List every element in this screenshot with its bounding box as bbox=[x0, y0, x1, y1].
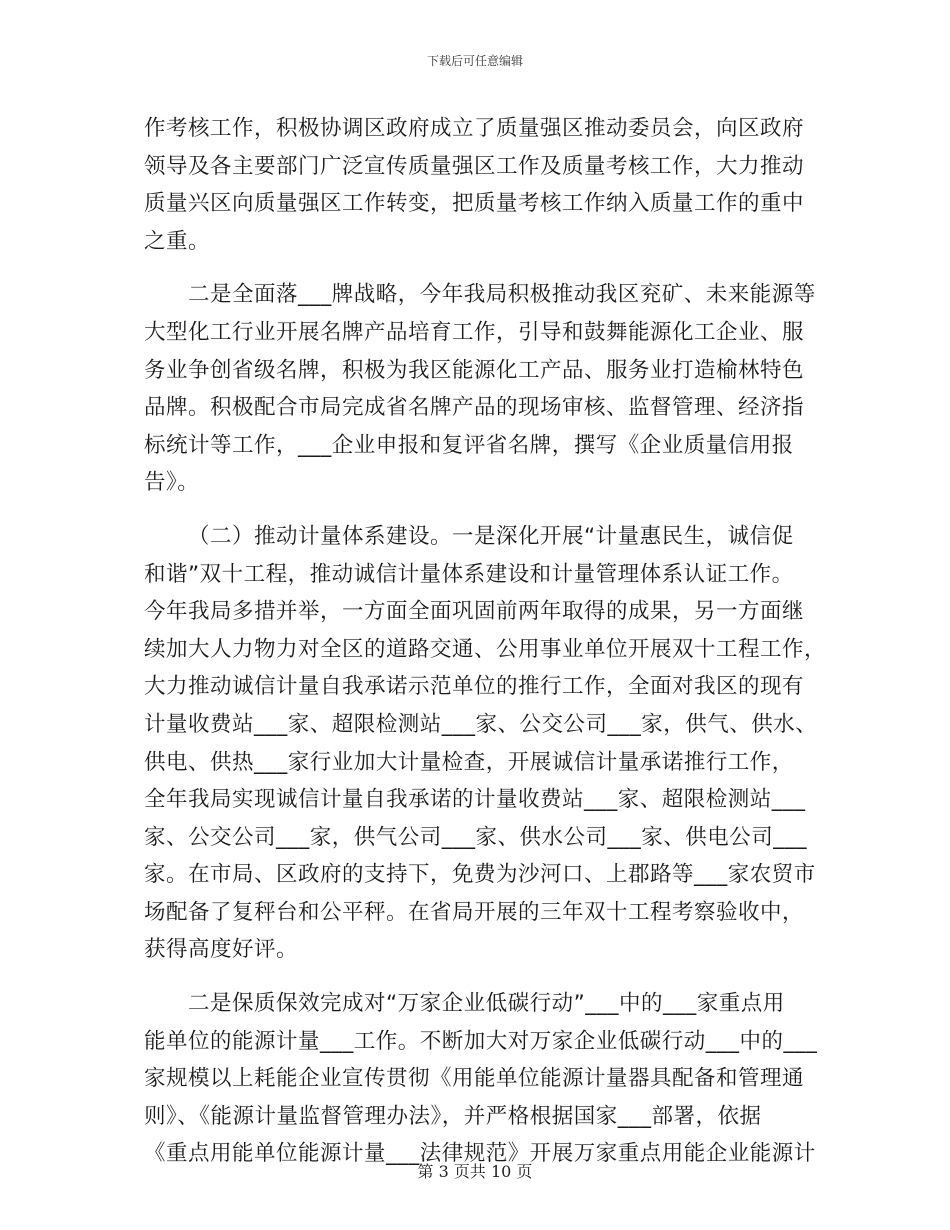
text-line: 之重。 bbox=[144, 228, 211, 254]
text-line: 大力推动诚信计量自我承诺示范单位的推行工作，全面对我区的现有 bbox=[144, 674, 805, 700]
text-line: 领导及各主要部门广泛宣传质量强区工作及质量考核工作，大力推动 bbox=[144, 153, 805, 179]
text-line: 标统计等工作，___企业申报和复评省名牌，撰写《企业质量信用报 bbox=[144, 432, 794, 458]
text-line: 务业争创省级名牌，积极为我区能源化工产品、服务业打造榆林特色 bbox=[144, 357, 805, 383]
text-line: 计量收费站___家、超限检测站___家、公交公司___家，供气、供水、 bbox=[144, 711, 818, 737]
text-line: 家。在市局、区政府的支持下，免费为沙河口、上郡路等___家农贸市 bbox=[144, 862, 816, 888]
text-line: 今年我局多措并举，一方面全面巩固前两年取得的成果，另一方面继 bbox=[144, 599, 805, 625]
text-line: （二）推动计量体系建设。一是深化开展“计量惠民生，诚信促 bbox=[188, 523, 794, 549]
text-line: 和谐”双十工程，推动诚信计量体系建设和计量管理体系认证工作。 bbox=[144, 561, 794, 587]
text-line: 家、公交公司___家，供气公司___家、供水公司___家、供电公司___ bbox=[144, 824, 808, 850]
text-line: 告》。 bbox=[144, 470, 200, 496]
page-footer: 第 3 页共 10 页 bbox=[417, 1162, 533, 1181]
text-line: 能单位的能源计量___工作。不断加大对万家企业低碳行动___中的___ bbox=[144, 1028, 818, 1054]
text-line: 大型化工行业开展名牌产品培育工作，引导和鼓舞能源化工企业、服 bbox=[144, 319, 805, 345]
text-line: 二是保质保效完成对“万家企业低碳行动”___中的___家重点用 bbox=[188, 991, 785, 1017]
text-line: 获得高度好评。 bbox=[144, 937, 299, 963]
text-line: 场配备了复秤台和公平秤。在省局开展的三年双十工程考察验收中， bbox=[144, 899, 805, 925]
text-line: 《重点用能单位能源计量___法律规范》开展万家重点用能企业能源计 bbox=[144, 1141, 816, 1167]
text-line: 品牌。积极配合市局完成省名牌产品的现场审核、监督管理、经济指 bbox=[144, 395, 805, 421]
text-line: 家规模以上耗能企业宣传贯彻《用能单位能源计量器具配备和管理通 bbox=[144, 1066, 805, 1092]
page-header: 下载后可任意编辑 bbox=[426, 54, 523, 68]
paragraph bbox=[144, 518, 827, 969]
paragraph bbox=[144, 276, 816, 502]
paragraph bbox=[144, 110, 810, 260]
document-body bbox=[144, 110, 827, 1173]
text-line: 续加大人力物力对全区的道路交通、公用事业单位开展双十工程工作， bbox=[144, 636, 827, 662]
text-line: 二是全面落___牌战略，今年我局积极推动我区兖矿、未来能源等 bbox=[188, 282, 816, 308]
text-line: 全年我局实现诚信计量自我承诺的计量收费站___家、超限检测站___ bbox=[144, 787, 806, 813]
text-line: 则》、《能源计量监督管理办法》，并严格根据国家___部署，依据 bbox=[144, 1103, 762, 1129]
text-line: 质量兴区向质量强区工作转变，把质量考核工作纳入质量工作的重中 bbox=[144, 191, 805, 217]
paragraph bbox=[144, 985, 818, 1173]
text-line: 供电、供热___家行业加大计量检查，开展诚信计量承诺推行工作， bbox=[144, 749, 794, 775]
text-line: 作考核工作，积极协调区政府成立了质量强区推动委员会，向区政府 bbox=[144, 116, 805, 141]
